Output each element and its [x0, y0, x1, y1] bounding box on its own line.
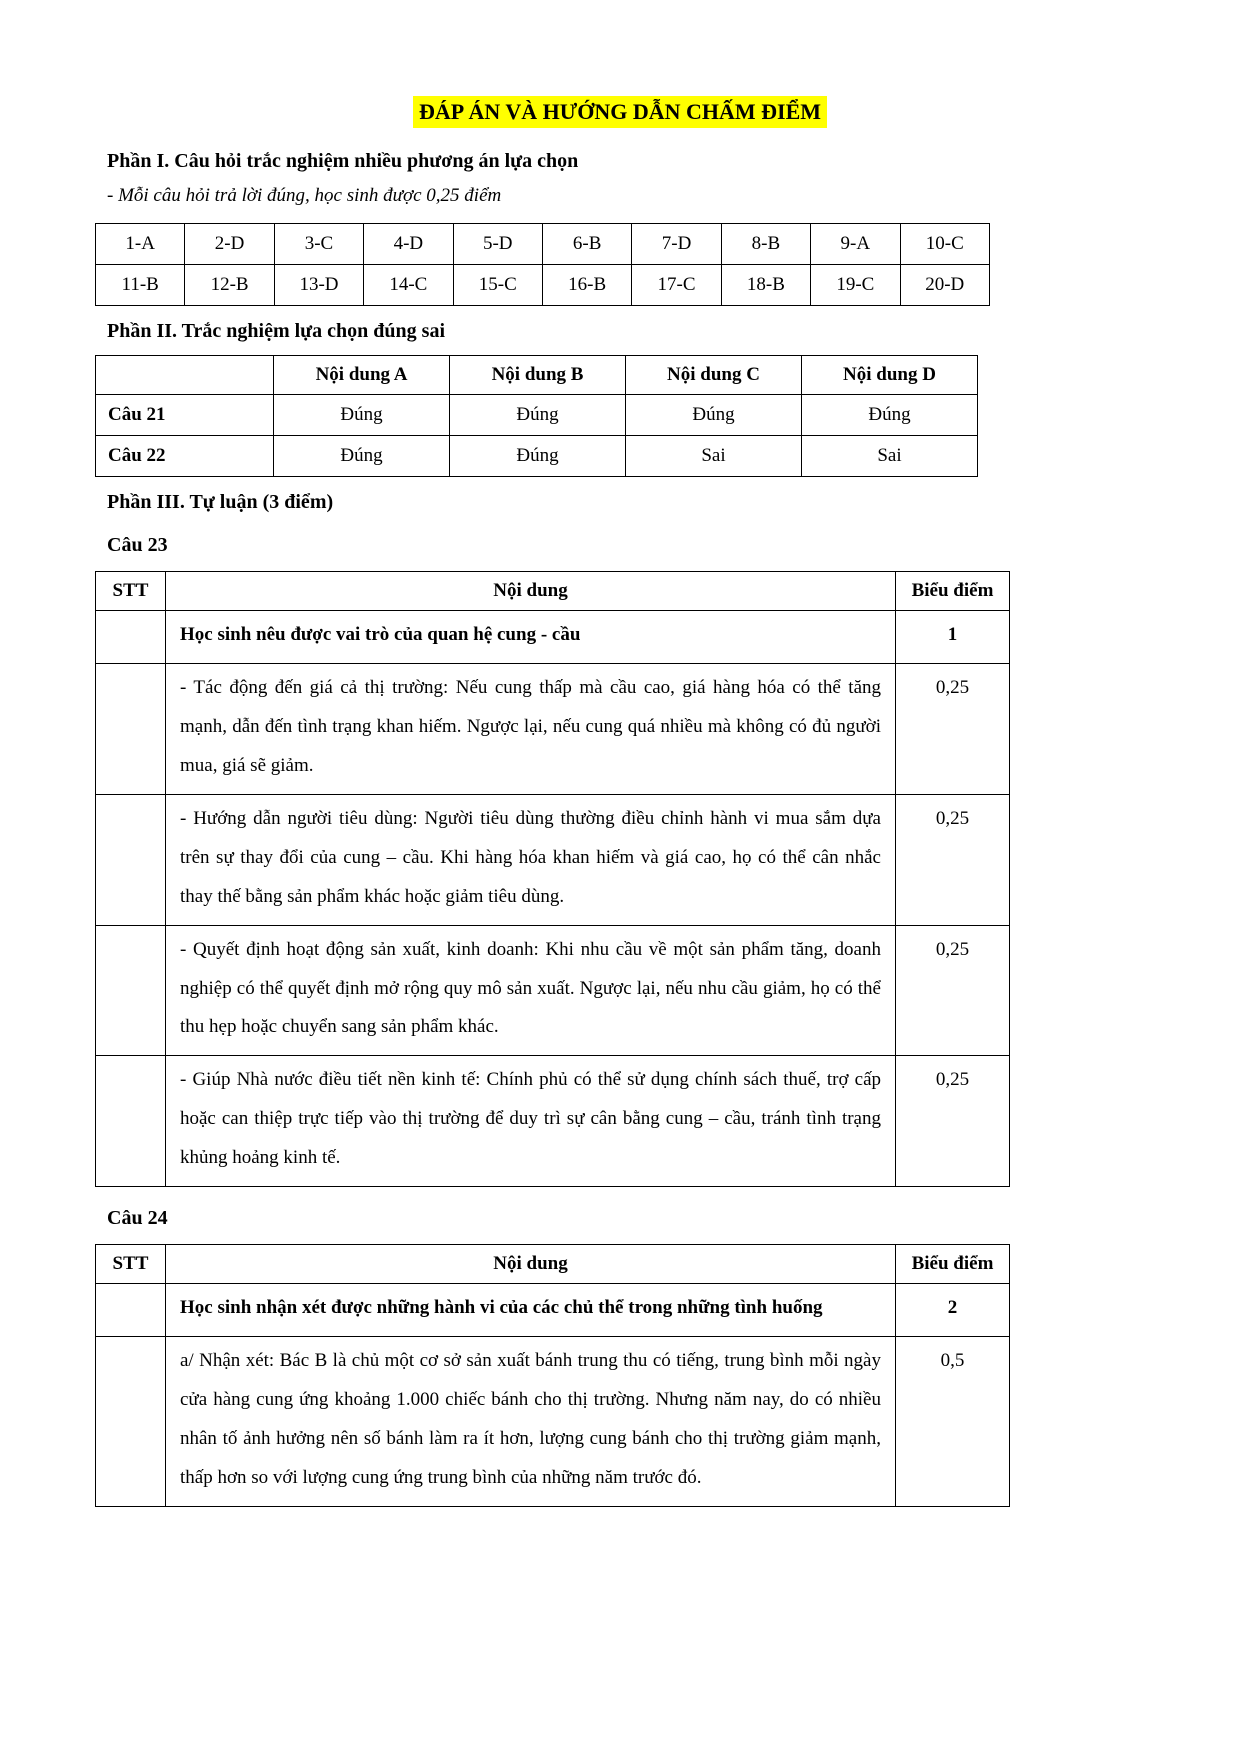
q24-row-1-stt	[96, 1284, 166, 1337]
q23-row-3-score: 0,25	[896, 794, 1010, 925]
tf-cau21-b: Đúng	[450, 395, 626, 436]
q23-table	[95, 571, 1010, 1187]
q24-row-2-stt	[96, 1337, 166, 1507]
q24-header-stt: STT	[96, 1245, 166, 1284]
answers-row-1	[96, 224, 990, 265]
q24-row-2-score: 0,5	[896, 1337, 1010, 1507]
q24-header-score: Biểu điểm	[896, 1245, 1010, 1284]
q23-row-3-content: - Hướng dẫn người tiêu dùng: Người tiêu dùng thường điều chỉnh hành vi mua sắm dựa trên sự thay đổi của cung – cầu. Khi hàng hóa khan hiếm và giá cao, họ có thể cân nhắc thay thế bằng sản phẩm khác hoặc giảm tiêu dùng.	[166, 794, 896, 925]
q23-row-5-stt	[96, 1056, 166, 1187]
q24-header-row	[96, 1245, 1010, 1284]
q23-row-1-content: Học sinh nêu được vai trò của quan hệ cung - cầu	[166, 611, 896, 664]
part3-heading: Phần III. Tự luận (3 điểm)	[107, 491, 334, 513]
q23-row-5-score: 0,25	[896, 1056, 1010, 1187]
answer-cell-2: 2-D	[185, 224, 274, 265]
q23-label: Câu 23	[107, 534, 168, 556]
q23-header-stt: STT	[96, 572, 166, 611]
part2-heading: Phần II. Trắc nghiệm lựa chọn đúng sai	[107, 320, 446, 342]
q23-header-content: Nội dung	[166, 572, 896, 611]
tf-header-d: Nội dung D	[802, 356, 978, 395]
tf-cau22-a: Đúng	[274, 436, 450, 477]
answer-cell-20: 20-D	[900, 265, 989, 306]
answer-cell-13: 13-D	[274, 265, 363, 306]
q24-row-2	[96, 1337, 1010, 1507]
answers-row-2	[96, 265, 990, 306]
q24-label: Câu 24	[107, 1207, 168, 1230]
answer-cell-10: 10-C	[900, 224, 989, 265]
part1-note: - Mỗi câu hỏi trả lời đúng, học sinh được 0,25 điểm	[107, 185, 502, 206]
answer-cell-16: 16-B	[542, 265, 631, 306]
tf-header-empty	[96, 356, 274, 395]
answer-cell-19: 19-C	[811, 265, 900, 306]
answer-cell-15: 15-C	[453, 265, 542, 306]
q23-row-4-stt	[96, 925, 166, 1056]
q24-row-1	[96, 1284, 1010, 1337]
tf-cau21-c: Đúng	[626, 395, 802, 436]
q24-row-1-score: 2	[896, 1284, 1010, 1337]
answer-cell-17: 17-C	[632, 265, 721, 306]
q23-row-1-score: 1	[896, 611, 1010, 664]
q23-row-3	[96, 794, 1010, 925]
tf-header-row	[96, 356, 978, 395]
q23-row-4-score: 0,25	[896, 925, 1010, 1056]
answers-table	[95, 223, 990, 306]
answer-cell-14: 14-C	[364, 265, 453, 306]
q24-header-content: Nội dung	[166, 1245, 896, 1284]
q24-row-2-content: a/ Nhận xét: Bác B là chủ một cơ sở sản xuất bánh trung thu có tiếng, trung bình mỗi ngày cửa hàng cung ứng khoảng 1.000 chiếc bánh cho thị trường. Nhưng năm nay, do có nhiều nhân tố ảnh hưởng nên số bánh làm ra ít hơn, lượng cung bánh cho thị trường giảm mạnh, thấp hơn so với lượng cung ứng trung bình của những năm trước đó.	[166, 1337, 896, 1507]
q23-row-4-content: - Quyết định hoạt động sản xuất, kinh doanh: Khi nhu cầu về một sản phẩm tăng, doanh nghiệp có thể quyết định mở rộng quy mô sản xuất. Ngược lại, nếu nhu cầu giảm, họ có thể thu hẹp hoặc chuyển sang sản phẩm khác.	[166, 925, 896, 1056]
answer-cell-1: 1-A	[96, 224, 185, 265]
q23-row-4	[96, 925, 1010, 1056]
answer-cell-8: 8-B	[721, 224, 810, 265]
q23-row-2	[96, 663, 1010, 794]
q23-header-row	[96, 572, 1010, 611]
answer-cell-12: 12-B	[185, 265, 274, 306]
answer-cell-4: 4-D	[364, 224, 453, 265]
tf-cau21-d: Đúng	[802, 395, 978, 436]
tf-cau21-a: Đúng	[274, 395, 450, 436]
document-title: ĐÁP ÁN VÀ HƯỚNG DẪN CHẤM ĐIỂM	[413, 96, 827, 128]
true-false-table	[95, 355, 978, 477]
q23-header-score: Biểu điểm	[896, 572, 1010, 611]
answer-cell-9: 9-A	[811, 224, 900, 265]
answer-cell-3: 3-C	[274, 224, 363, 265]
tf-row-cau22	[96, 436, 978, 477]
q23-row-2-stt	[96, 663, 166, 794]
answer-cell-11: 11-B	[96, 265, 185, 306]
tf-header-c: Nội dung C	[626, 356, 802, 395]
tf-header-b: Nội dung B	[450, 356, 626, 395]
answer-cell-6: 6-B	[542, 224, 631, 265]
title-row	[95, 96, 1145, 128]
tf-row-label-cau22: Câu 22	[96, 436, 274, 477]
answer-cell-18: 18-B	[721, 265, 810, 306]
answer-cell-7: 7-D	[632, 224, 721, 265]
tf-header-a: Nội dung A	[274, 356, 450, 395]
q24-row-1-content: Học sinh nhận xét được những hành vi của các chủ thể trong những tình huống	[166, 1284, 896, 1337]
q23-row-3-stt	[96, 794, 166, 925]
q23-row-1-stt	[96, 611, 166, 664]
tf-cau22-d: Sai	[802, 436, 978, 477]
q23-row-5-content: - Giúp Nhà nước điều tiết nền kinh tế: Chính phủ có thể sử dụng chính sách thuế, trợ cấp hoặc can thiệp trực tiếp vào thị trường để duy trì sự cân bằng cung – cầu, tránh tình trạng khủng hoảng kinh tế.	[166, 1056, 896, 1187]
tf-row-cau21	[96, 395, 978, 436]
tf-row-label-cau21: Câu 21	[96, 395, 274, 436]
q23-row-2-content: - Tác động đến giá cả thị trường: Nếu cung thấp mà cầu cao, giá hàng hóa có thể tăng mạnh, dẫn đến tình trạng khan hiếm. Ngược lại, nếu cung quá nhiều mà không có đủ người mua, giá sẽ giảm.	[166, 663, 896, 794]
part1-heading: Phần I. Câu hỏi trắc nghiệm nhiều phương án lựa chọn	[107, 150, 579, 172]
q23-row-5	[96, 1056, 1010, 1187]
q23-row-1	[96, 611, 1010, 664]
q23-row-2-score: 0,25	[896, 663, 1010, 794]
tf-cau22-b: Đúng	[450, 436, 626, 477]
tf-cau22-c: Sai	[626, 436, 802, 477]
answer-cell-5: 5-D	[453, 224, 542, 265]
q24-table	[95, 1244, 1010, 1507]
